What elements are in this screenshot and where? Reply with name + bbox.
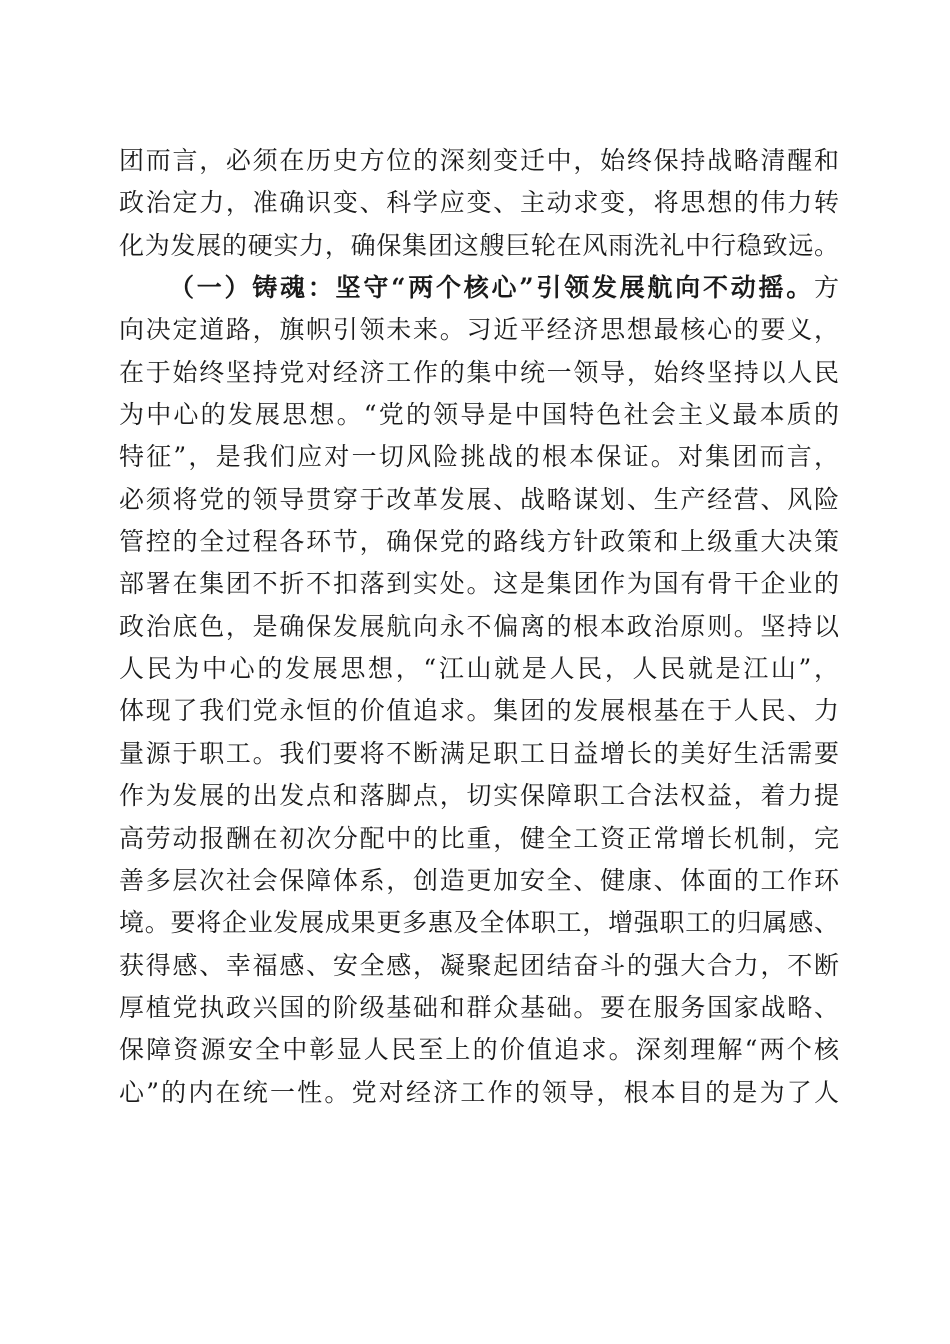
text-line: 获得感、幸福感、安全感，凝聚起团结奋斗的强大合力，不断 [119,950,839,980]
text-line: 量源于职工。我们要将不断满足职工日益增长的美好生活需要 [119,738,839,768]
text-line: 体现了我们党永恒的价值追求。集团的发展根基在于人民、力 [119,696,839,726]
text-line: 厚植党执政兴国的阶级基础和群众基础。要在服务国家战略、 [119,992,839,1022]
text-line: 管控的全过程各环节，确保党的路线方针政策和上级重大决策 [119,527,839,557]
body-text [119,140,839,1114]
text-line: 必须将党的领导贯穿于改革发展、战略谋划、生产经营、风险 [119,484,839,514]
text-line: 境。要将企业发展成果更多惠及全体职工，增强职工的归属感、 [119,908,839,938]
text-line: 部署在集团不折不扣落到实处。这是集团作为国有骨干企业的 [119,569,839,599]
text-line: 为中心的发展思想。“党的领导是中国特色社会主义最本质的 [119,400,839,430]
text-line: 心”的内在统一性。党对经济工作的领导，根本目的是为了人 [119,1077,839,1107]
text-line: 化为发展的硬实力，确保集团这艘巨轮在风雨洗礼中行稳致远。 [119,230,839,260]
text-line: 作为发展的出发点和落脚点，切实保障职工合法权益，着力提 [119,781,839,811]
text-line: 向决定道路，旗帜引领未来。习近平经济思想最核心的要义， [119,315,839,345]
section-heading: （一）铸魂：坚守“两个核心”引领发展航向不动摇。 [169,273,814,303]
text-line: 高劳动报酬在初次分配中的比重，健全工资正常增长机制，完 [119,823,839,853]
text-line: 特征”，是我们应对一切风险挑战的根本保证。对集团而言， [119,442,839,472]
text-line: 在于始终坚持党对经济工作的集中统一领导，始终坚持以人民 [119,357,839,387]
text-fragment: 方 [813,273,839,303]
text-line: 善多层次社会保障体系，创造更加安全、健康、体面的工作环 [119,865,839,895]
text-line: 保障资源安全中彰显人民至上的价值追求。深刻理解“两个核 [119,1035,839,1065]
text-line: 政治定力，准确识变、科学应变、主动求变，将思想的伟力转 [119,188,839,218]
section-heading-line [119,267,839,309]
text-line: 政治底色，是确保发展航向永不偏离的根本政治原则。坚持以 [119,611,839,641]
text-line: 人民为中心的发展思想，“江山就是人民，人民就是江山”， [119,654,839,684]
text-line: 团而言，必须在历史方位的深刻变迁中，始终保持战略清醒和 [119,146,839,175]
